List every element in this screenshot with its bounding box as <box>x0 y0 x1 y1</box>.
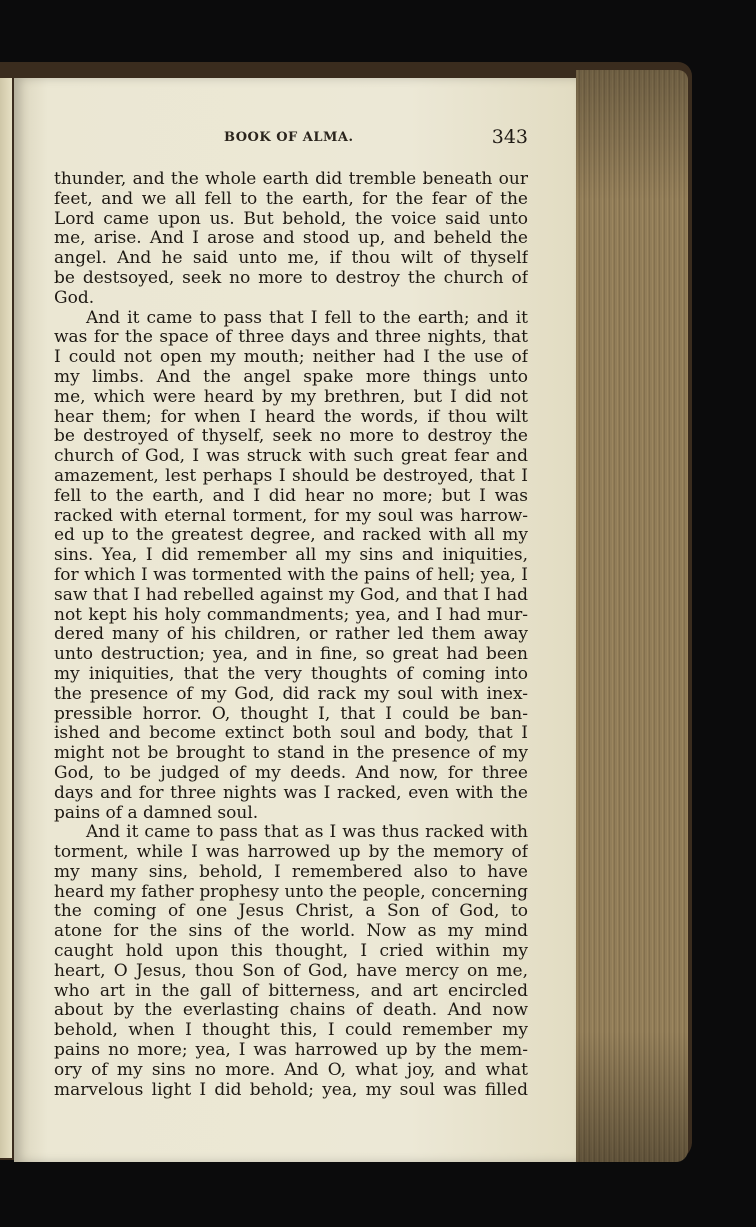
text-line: pains of a damned soul. <box>54 803 259 823</box>
text-line: was for the space of three days and three nights, that <box>54 328 528 348</box>
body-text <box>54 170 528 1100</box>
text-line: thunder, and the whole earth did tremble beneath our <box>54 170 528 189</box>
text-line: God, to be judged of my deeds. And now, for three <box>54 763 528 783</box>
text-line: behold, when I thought this, I could remember my <box>54 1021 528 1041</box>
text-line: be destroyed of thyself, seek no more to destroy the <box>54 427 528 447</box>
text-line: ory of my sins no more. And O, what joy, and what <box>54 1060 528 1080</box>
text-line: I could not open my mouth; neither had I the use of <box>54 348 528 368</box>
text-line: my iniquities, that the very thoughts of coming into <box>54 664 528 684</box>
facing-page-edge <box>0 78 12 1158</box>
text-line: And it came to pass that I fell to the earth; and it <box>86 308 528 328</box>
text-line: sins. Yea, I did remember all my sins and iniquities, <box>54 546 528 566</box>
text-line: might not be brought to stand in the presence of my <box>54 744 528 764</box>
text-line: me, arise. And I arose and stood up, and beheld the <box>54 229 528 249</box>
text-line: pressible horror. O, thought I, that I could be ban- <box>54 704 528 724</box>
text-line: hear them; for when I heard the words, if thou wilt <box>54 407 528 427</box>
text-line: me, which were heard by my brethren, but I did not <box>54 387 528 407</box>
text-line: days and for three nights was I racked, even with the <box>54 783 528 803</box>
text-line: caught hold upon this thought, I cried within my <box>54 942 528 962</box>
text-line: the presence of my God, did rack my soul with inex- <box>54 684 528 704</box>
text-line: ed up to the greatest degree, and racked with all my <box>54 526 528 546</box>
text-line: angel. And he said unto me, if thou wilt of thyself <box>54 249 528 269</box>
text-line: torment, while I was harrowed up by the memory of <box>54 843 528 863</box>
text-line: And it came to pass that as I was thus racked with <box>86 823 528 843</box>
text-line: atone for the sins of the world. Now as my mind <box>54 922 528 942</box>
text-line: amazement, lest perhaps I should be destroyed, that I <box>54 466 528 486</box>
page-block-fore-edge <box>576 70 688 1162</box>
text-line: heard my father prophesy unto the people, concerning <box>54 882 528 902</box>
text-line: ished and become extinct both soul and body, that I <box>54 724 528 744</box>
text-line: God. <box>54 288 95 308</box>
text-line: my limbs. And the angel spake more things unto <box>54 367 528 387</box>
text-line: Lord came upon us. But behold, the voice said unto <box>54 209 528 229</box>
text-line: feet, and we all fell to the earth, for the fear of the <box>54 189 528 209</box>
text-line: pains no more; yea, I was harrowed up by the mem- <box>54 1041 528 1061</box>
running-title: BOOK OF ALMA. <box>224 130 354 145</box>
text-line: heart, O Jesus, thou Son of God, have mercy on me, <box>54 961 528 981</box>
text-line: about by the everlasting chains of death. And now <box>54 1001 528 1021</box>
text-line: racked with eternal torment, for my soul was harrow- <box>54 506 528 526</box>
text-line: dered many of his children, or rather led them away <box>54 625 528 645</box>
page-number: 343 <box>491 126 528 148</box>
text-line: marvelous light I did behold; yea, my soul was filled <box>54 1080 528 1100</box>
text-line: be destsoyed, seek no more to destroy the church of <box>54 268 528 288</box>
page-header <box>54 128 528 154</box>
text-line: who art in the gall of bitterness, and art encircled <box>54 981 528 1001</box>
text-line: unto destruction; yea, and in fine, so great had been <box>54 645 528 665</box>
text-line: saw that I had rebelled against my God, and that I had <box>54 585 528 605</box>
text-line: church of God, I was struck with such great fear and <box>54 447 528 467</box>
text-line: fell to the earth, and I did hear no more; but I was <box>54 486 528 506</box>
text-line: my many sins, behold, I remembered also to have <box>54 862 528 882</box>
text-line: the coming of one Jesus Christ, a Son of God, to <box>54 902 528 922</box>
text-line: not kept his holy commandments; yea, and I had mur- <box>54 605 528 625</box>
text-line: for which I was tormented with the pains of hell; yea, I <box>54 565 528 585</box>
